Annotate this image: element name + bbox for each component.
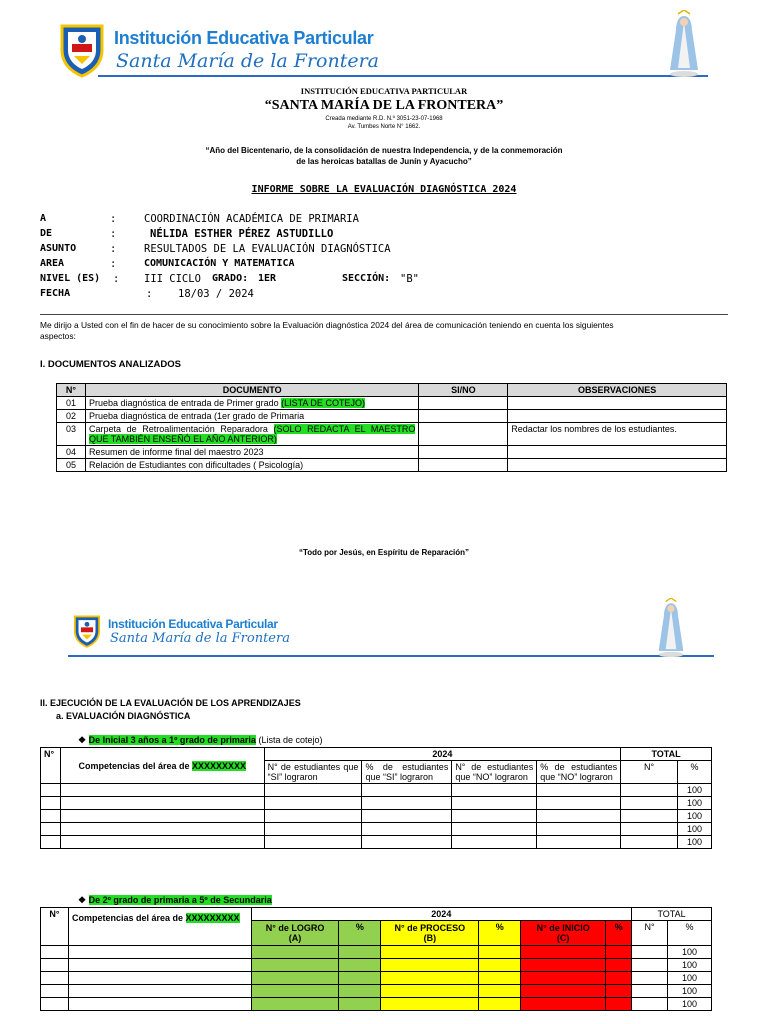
col-header-total: TOTAL xyxy=(632,908,712,921)
intro-line1: Me dirijo a Usted con el fin de hacer de su conocimiento sobre la Evaluación diagnóstica 2024 del área de comunicación teniendo en cuenta los siguientes xyxy=(40,320,614,330)
memo-seccion-label: SECCIÓN: xyxy=(342,273,391,284)
virgin-mary-icon xyxy=(652,598,690,658)
col-header-total-n: N° xyxy=(632,921,668,946)
row-observation[interactable] xyxy=(508,459,727,472)
school-crest-icon xyxy=(58,22,106,78)
memo-seccion-value: "B" xyxy=(400,273,419,285)
row-observation[interactable] xyxy=(508,446,727,459)
row-sino[interactable] xyxy=(419,397,508,410)
memo-grado-value: 1ER xyxy=(258,273,277,284)
memo-grado-label: GRADO: xyxy=(212,273,249,284)
memo-asunto-value: RESULTADOS DE LA EVALUACIÓN DIAGNÓSTICA xyxy=(144,243,391,255)
table-row xyxy=(57,397,727,410)
highlight-note: (SOLO REDACTA EL MAESTRO QUE TAMBIÉN ENSEÑÓ EL AÑO ANTERIOR) xyxy=(88,424,416,444)
row-observation[interactable] xyxy=(508,397,727,410)
table-row xyxy=(41,998,712,1011)
memo-asunto-label: ASUNTO xyxy=(40,243,77,254)
memo-a-value: COORDINACIÓN ACADÉMICA DE PRIMARIA xyxy=(144,213,359,225)
header-divider xyxy=(98,75,708,77)
memo-fecha-value: 18/03 / 2024 xyxy=(178,288,254,300)
row-sino[interactable] xyxy=(419,423,508,446)
year-motto-line1: “Año del Bicentenario, de la consolidación de nuestra Independencia, y de la conmemoración xyxy=(205,146,563,155)
col-header-no-pct: % de estudiantes que “NO” lograron xyxy=(537,761,621,784)
col-header-sino: SI/NO xyxy=(419,384,508,397)
row-number: 03 xyxy=(57,423,86,446)
institution-subtitle: Santa María de la Frontera xyxy=(110,631,290,646)
table-row xyxy=(41,810,712,823)
col-header-proceso-pct: % xyxy=(479,921,521,946)
memo-colon: : xyxy=(110,213,117,225)
section-1-title: I. DOCUMENTOS ANALIZADOS xyxy=(40,359,181,370)
memo-colon: : xyxy=(110,243,117,255)
col-header-proceso: N° de PROCESO (B) xyxy=(381,921,479,946)
row-number: 05 xyxy=(57,459,86,472)
section-2-title: II. EJECUCIÓN DE LA EVALUACIÓN DE LOS APRENDIZAJES xyxy=(40,698,301,708)
col-header-inicio-pct: % xyxy=(606,921,632,946)
table2-caption-highlight: De 2º grado de primaria a 5º de Secundaria xyxy=(88,895,272,905)
total-pct-cell: 100 xyxy=(677,823,711,836)
document-text: Relación de Estudiantes con dificultades ( Psicología) xyxy=(88,460,304,470)
memo-colon: : xyxy=(113,273,120,285)
evaluation-table-primaria-secundaria xyxy=(40,907,712,1011)
memo-fecha-label: FECHA xyxy=(40,288,71,299)
memo-colon: : xyxy=(110,228,117,240)
memo-area-label: AREA xyxy=(40,258,65,269)
table-row xyxy=(41,946,712,959)
col-header-year: 2024 xyxy=(264,748,621,761)
total-pct-cell: 100 xyxy=(677,810,711,823)
row-number: 01 xyxy=(57,397,86,410)
col-header-logro: N° de LOGRO (A) xyxy=(251,921,339,946)
row-document xyxy=(85,423,418,446)
document-text: Resumen de informe final del maestro 2023 xyxy=(88,447,264,457)
total-pct-cell: 100 xyxy=(677,797,711,810)
table-row xyxy=(41,784,712,797)
memo-nivel-value: III CICLO xyxy=(144,273,201,285)
memo-colon: : xyxy=(110,258,117,270)
total-pct-cell: 100 xyxy=(668,959,712,972)
table-row xyxy=(41,972,712,985)
table1-caption xyxy=(78,735,323,746)
col-header-n: N° xyxy=(41,748,61,784)
table-row xyxy=(57,446,727,459)
row-document xyxy=(85,459,418,472)
school-crest-icon xyxy=(72,614,102,648)
table1-caption-note: (Lista de cotejo) xyxy=(255,735,323,745)
row-sino[interactable] xyxy=(419,459,508,472)
table-row xyxy=(41,985,712,998)
col-header-documento: DOCUMENTO xyxy=(85,384,418,397)
col-header-total-pct: % xyxy=(668,921,712,946)
memo-de-value: NÉLIDA ESTHER PÉREZ ASTUDILLO xyxy=(150,228,334,240)
row-sino[interactable] xyxy=(419,446,508,459)
institution-title: Institución Educativa Particular xyxy=(114,28,374,48)
header-divider xyxy=(68,655,714,657)
col-header-total-n: N° xyxy=(621,761,678,784)
diamond-bullet-icon: ❖ xyxy=(78,735,87,745)
document-text: Prueba diagnóstica de entrada (1er grado de Primaria xyxy=(88,411,305,421)
table-row xyxy=(57,423,727,446)
letterhead-address: Av. Tumbes Norte N° 1662. xyxy=(347,124,421,130)
letterhead-creation: Creada mediante R.D. N.º 3051-23-07-1968 xyxy=(325,116,443,122)
col-header-inicio: N° de INICIO (C) xyxy=(521,921,606,946)
row-document xyxy=(85,446,418,459)
total-pct-cell: 100 xyxy=(668,946,712,959)
document-text: Prueba diagnóstica de entrada de Primer grado xyxy=(88,398,282,408)
report-title: INFORME SOBRE LA EVALUACIÓN DIAGNÓSTICA 2024 xyxy=(251,184,517,195)
col-header-total: TOTAL xyxy=(621,748,712,761)
row-observation[interactable] xyxy=(508,410,727,423)
memo-area-value: COMUNICACIÓN Y MATEMATICA xyxy=(144,258,295,269)
total-pct-cell: 100 xyxy=(668,972,712,985)
table1-header-row-1 xyxy=(41,748,712,761)
table-row xyxy=(41,959,712,972)
footer-motto: “Todo por Jesús, en Espíritu de Reparación” xyxy=(298,548,470,557)
document-text: Carpeta de Retroalimentación Reparadora xyxy=(88,424,274,434)
col-header-si-pct: % de estudiantes que “SI” lograron xyxy=(362,761,452,784)
col-header-n: N° xyxy=(57,384,86,397)
col-header-observaciones: OBSERVACIONES xyxy=(508,384,727,397)
competencias-label: Competencias del área de xyxy=(78,760,193,771)
col-header-competencias xyxy=(68,908,251,946)
documents-header-row xyxy=(57,384,727,397)
memo-divider xyxy=(40,314,728,315)
memo-de-label: DE xyxy=(40,228,53,239)
intro-line2: aspectos: xyxy=(40,331,76,341)
row-sino[interactable] xyxy=(419,410,508,423)
evaluation-table-inicial xyxy=(40,747,712,849)
col-header-year: 2024 xyxy=(251,908,631,921)
row-document xyxy=(85,397,418,410)
page-2 xyxy=(0,590,768,1024)
total-pct-cell: 100 xyxy=(668,985,712,998)
documents-table xyxy=(56,383,727,472)
competencias-label: Competencias del área de xyxy=(71,913,186,923)
intro-paragraph xyxy=(40,320,728,342)
total-pct-cell: 100 xyxy=(677,836,711,849)
table-row xyxy=(41,836,712,849)
institution-title: Institución Educativa Particular xyxy=(108,617,278,631)
virgin-mary-icon xyxy=(664,10,704,78)
letterhead-line1: INSTITUCIÓN EDUCATIVA PARTICULAR xyxy=(300,86,468,96)
memo-nivel-label: NIVEL (ES) xyxy=(40,273,101,284)
memo-colon: : xyxy=(146,288,153,300)
col-header-logro-pct: % xyxy=(339,921,381,946)
institution-subtitle: Santa María de la Frontera xyxy=(116,50,380,72)
row-document xyxy=(85,410,418,423)
total-pct-cell: 100 xyxy=(668,998,712,1011)
col-header-total-pct: % xyxy=(677,761,711,784)
row-number: 04 xyxy=(57,446,86,459)
table-row xyxy=(41,823,712,836)
table-row xyxy=(41,797,712,810)
col-header-competencias xyxy=(60,748,264,784)
row-observation[interactable]: Redactar los nombres de los estudiantes. xyxy=(508,423,727,446)
area-placeholder: XXXXXXXXX xyxy=(192,760,247,771)
section-2-subtitle: a. EVALUACIÓN DIAGNÓSTICA xyxy=(56,711,191,721)
year-motto-line2: de las heroicas batallas de Junín y Ayacucho” xyxy=(296,157,472,166)
col-header-si-count: N° de estudiantes que “SI” lograron xyxy=(264,761,362,784)
table-row xyxy=(57,410,727,423)
letterhead-school-name: “SANTA MARÍA DE LA FRONTERA” xyxy=(264,98,504,113)
col-header-no-count: N° de estudiantes que “NO” lograron xyxy=(452,761,537,784)
table2-header-row-1 xyxy=(41,908,712,921)
area-placeholder: XXXXXXXXX xyxy=(185,913,240,923)
table-row xyxy=(57,459,727,472)
memo-nivel-row xyxy=(40,273,740,287)
table1-caption-highlight: De Inicial 3 años a 1º grado de primaria xyxy=(88,735,256,745)
diamond-bullet-icon: ❖ xyxy=(78,895,87,905)
col-header-n: N° xyxy=(41,908,69,946)
row-number: 02 xyxy=(57,410,86,423)
total-pct-cell: 100 xyxy=(677,784,711,797)
memo-a-label: A xyxy=(40,213,47,224)
highlight-note: (LISTA DE COTEJO) xyxy=(281,398,365,408)
table2-caption xyxy=(78,895,272,906)
